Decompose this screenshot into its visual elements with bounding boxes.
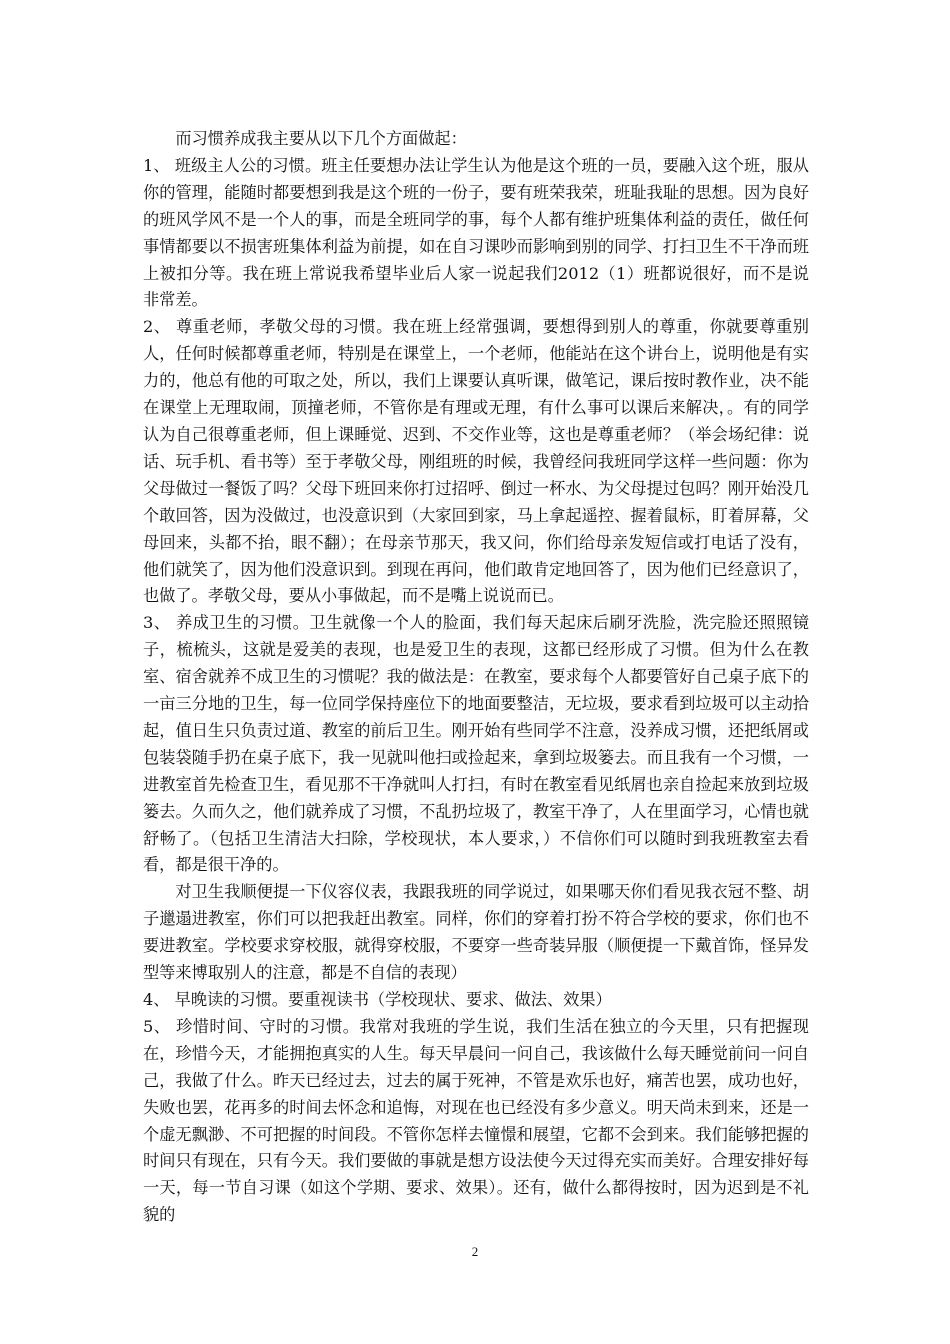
item-3-paragraph: 3、 养成卫生的习惯。卫生就像一个人的脸面，我们每天起床后刷牙洗脸，洗完脸还照照镜子，梳梳头，这就是爱美的表现，也是爱卫生的表现，这都已经形成了习惯。但为什么在教室、宿舍就养不成卫生的习惯呢？我的做法是：在教室，要求每个人都要管好自己桌子底下的一亩三分地的卫生，每一位同学保持座位下的地面要整洁，无垃圾，要求看到垃圾可以主动拾起，值日生只负责过道、教室的前后卫生。刚开始有些同学不注意，没养成习惯，还把纸屑或包装袋随手扔在桌子底下，我一见就叫他扫或捡起来，拿到垃圾篓去。而且我有一个习惯，一进教室首先检查卫生，看见那不干净就叫人打扫，有时在教室看见纸屑也亲自捡起来放到垃圾篓去。久而久之，他们就养成了习惯，不乱扔垃圾了，教室干净了，人在里面学习，心情也就舒畅了。（包括卫生清洁大扫除，学校现状，本人要求，）不信你们可以随时到我班教室去看看，都是很干净的。 [143,613,809,875]
item-4-paragraph: 4、 早晚读的习惯。要重视读书（学校现状、要求、做法、效果） [143,990,612,1009]
intro-paragraph: 而习惯养成我主要从以下几个方面做起： [175,129,467,148]
item-5-paragraph: 5、 珍惜时间、守时的习惯。我常对我班的学生说，我们生活在独立的今天里，只有把握现在，珍惜今天，才能拥抱真实的人生。每天早晨问一问自己，我该做什么每天睡觉前问一问自己，我做了什么。昨天已经过去，过去的属于死神，不管是欢乐也好，痛苦也罢，成功也好，失败也罢，花再多的时间去怀念和追悔，对现在也已经没有多少意义。明天尚未到来，还是一个虚无飘渺、不可把握的时间段。不管你怎样去憧憬和展望，它都不会到来。我们能够把握的时间只有现在，只有今天。我们要做的事就是想方设法使今天过得充实而美好。合理安排好每一天，每一节自习课（如这个学期、要求、效果）。还有，做什么都得按时，因为迟到是不礼貌的 [143,1016,809,1225]
page-number: 2 [471,1244,479,1259]
dress-paragraph: 对卫生我顺便提一下仪容仪表，我跟我班的同学说过，如果哪天你们看见我衣冠不整、胡子邋遢进教室，你们可以把我赶出教室。同样，你们的穿着打扮不符合学校的要求，你们也不要进教室。学校要求穿校服，就得穿校服，不要穿一些奇装异服（顺便提一下戴首饰，怪异发型等来博取别人的注意，都是不自信的表现） [143,882,809,983]
item-1-paragraph: 1、 班级主人公的习惯。班主任要想办法让学生认为他是这个班的一员，要融入这个班，服从你的管理，能随时都要想到我是这个班的一份子，要有班荣我荣，班耻我耻的思想。因为良好的班风学风不是一个人的事，而是全班同学的事，每个人都有维护班集体利益的责任，做任何事情都要以不损害班集体利益为前提，如在自习课吵而影响到别的同学、打扫卫生不干净而班上被扣分等。我在班上常说我希望毕业后人家一说起我们2012（1）班都说很好，而不是说非常差。 [143,155,809,310]
item-2-paragraph: 2、 尊重老师，孝敬父母的习惯。我在班上经常强调，要想得到别人的尊重，你就要尊重别人，任何时候都尊重老师，特别是在课堂上，一个老师，他能站在这个讲台上，说明他是有实力的，他总有他的可取之处，所以，我们上课要认真听课，做笔记，课后按时教作业，决不能在课堂上无理取闹，顶撞老师，不管你是有理或无理，有什么事可以课后来解决，。有的同学认为自己很尊重老师，但上课睡觉、迟到、不交作业等，这也是尊重老师？（举会场纪律：说话、玩手机、看书等）至于孝敬父母，刚组班的时候，我曾经问我班同学这样一些问题：你为父母做过一餐饭了吗？父母下班回来你打过招呼、倒过一杯水、为父母提过包吗？刚开始没几个敢回答，因为没做过，也没意识到（大家回到家，马上拿起遥控、握着鼠标，盯着屏幕，父母回来，头都不抬，眼不翻）；在母亲节那天，我又问，你们给母亲发短信或打电话了没有，他们就笑了，因为他们没意识到。到现在再问，他们敢肯定地回答了，因为他们已经意识了，也做了。孝敬父母，要从小事做起，而不是嘴上说说而已。 [143,317,809,606]
document-body [143,126,809,1229]
